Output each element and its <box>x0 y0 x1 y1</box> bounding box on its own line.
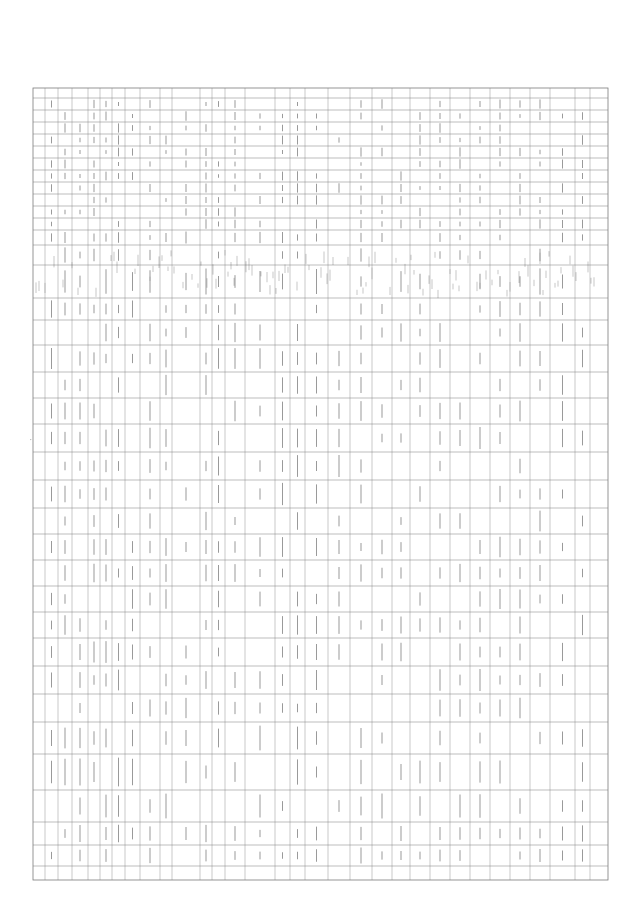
stray-mark: * <box>30 438 32 442</box>
table-border <box>33 88 608 880</box>
